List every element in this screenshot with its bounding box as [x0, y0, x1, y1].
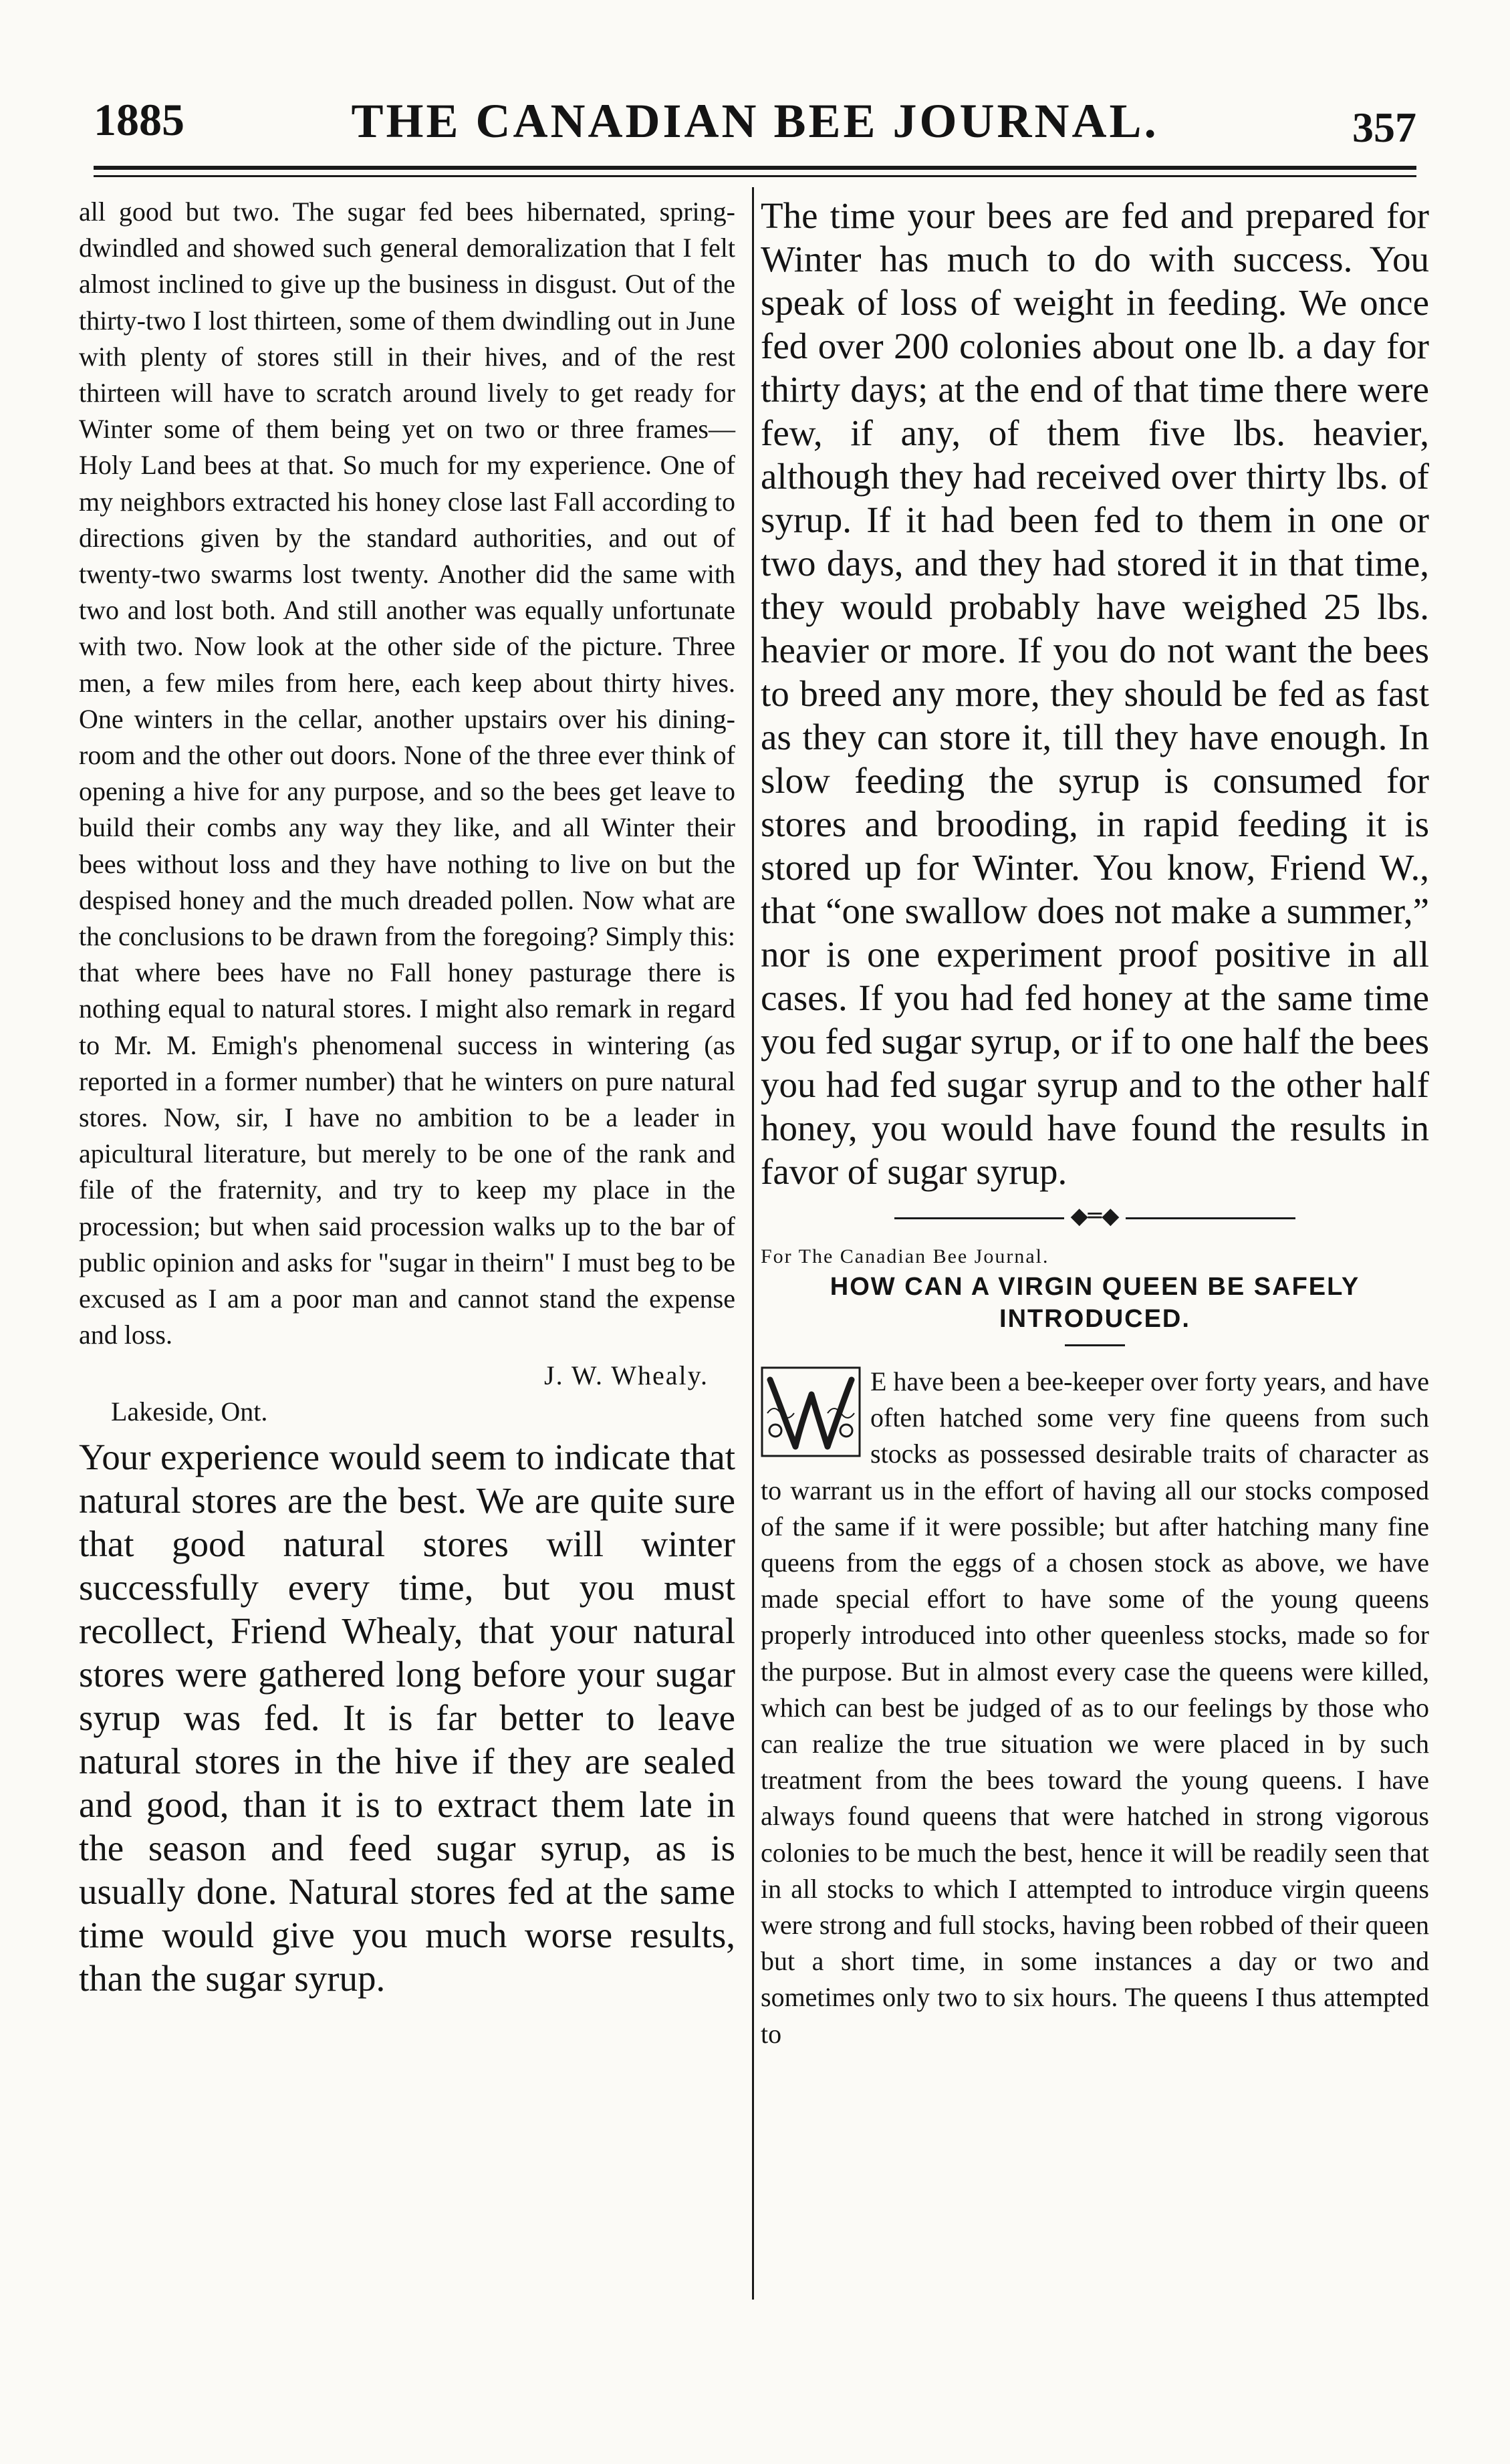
ornament-knot-icon: ◆═◆: [761, 1203, 1429, 1229]
right-column: [761, 194, 1429, 2052]
year: 1885: [94, 94, 184, 145]
letter-body: all good but two. The sugar fed bees hibernated, spring-dwindled and showed such general demoralization that I felt almost inclined to give up the business in disgust. Out of the thirty-two I lost thirteen, some of them dwindling out in June with plenty of stores still in their hives, and of the rest thirteen will have to scratch around lively to get ready for Winter some of them being yet on two or three frames—Holy Land bees at that. So much for my experience. One of my neighbors extracted his honey close last Fall according to directions given by the standard authorities, and out of twenty-two swarms lost twenty. Another did the same with two and lost both. And still another was equally unfortunate with two. Now look at the other side of the picture. Three men, a few miles from here, each keep about thirty hives. One winters in the cellar, another upstairs over his dining-room and the other out doors. None of the three ever think of opening a hive for any purpose, and so the bees get leave to build their combs any way they like, and all Winter their bees without loss and they have nothing to live on but the despised honey and the much dreaded pollen. Now what are the conclusions to be drawn from the foregoing? Simply this: that where bees have no Fall honey pasturage there is nothing equal to natural stores. I might also remark in regard to Mr. M. Emigh's phenomenal success in wintering (as reported in a former number) that he winters on pure natural stores. Now, sir, I have no ambition to be a leader in apicultural literature, but merely to be one of the rank and file of the fraternity, and try to keep my place in the procession; but when said procession walks up to the bar of public opinion and asks for "sugar in theirn" I must beg to be excused as I am a poor man and cannot stand the expense and loss.: [79, 197, 735, 1350]
source-line: For The Canadian Bee Journal.: [761, 1245, 1049, 1267]
article-body: [761, 1364, 1429, 2052]
running-head: [94, 94, 1416, 160]
editor-reply: Your experience would seem to indicate that natural stores are the best. We are quite sure that good natural stores will winter successfully every time, but you must recollect, Friend Whealy, that your natural stores were gathered long before your sugar syrup was fed. It is far better to leave natural stores in the hive if they are sealed and good, than it is to extract them late in the season and feed sugar syrup, as is usually done. Natural stores fed at the same time would give you much worse results, than the sugar syrup.: [79, 1436, 735, 1999]
letter-signature: J. W. Whealy.: [544, 1360, 709, 1390]
left-column: [79, 194, 735, 2000]
article-title: HOW CAN A VIRGIN QUEEN BE SAFELY INTRODUCED.: [830, 1273, 1360, 1333]
header-rule-thick: [94, 166, 1416, 170]
article-text: E have been a bee-keeper over forty years, and have often hatched some very fine queens from such stocks as possessed desirable traits of character as to warrant us in the effort of having all our stocks composed of the same if it were possible; but after hatching many fine queens from the eggs of a chosen stock as above, we have made special effort to have some of the young queens properly introduced into other queenless stocks, made so for the purpose. But in almost every case the queens were killed, which can best be judged of as to our feelings by those who can realize the true situation we were placed in by such treatment from the bees toward the young queens. I have always found queens that were hatched in strong vigorous colonies to be much the best, hence it will be readily seen that in all stocks to which I attempted to introduce virgin queens were strong and full stocks, having been robbed of their queen but a short time, in some instances a day or two and sometimes only two to six hours. The queens I thus attempted to: [761, 1366, 1429, 2049]
editor-reply-continued: The time your bees are fed and prepared for Winter has much to do with success. You speak of loss of weight in feeding. We once fed over 200 colonies about one lb. a day for thirty days; at the end of that time there were few, if any, of them five lbs. heavier, although they had received over thirty lbs. of syrup. If it had been fed to them in one or two days, and they had stored it in that time, they would probably have weighed 25 lbs. heavier or more. If you do not want the bees to breed any more, they should be fed as fast as they can store it, till they have enough. In slow feeding the syrup is consumed for stores and brooding, in rapid feeding it is stored up for Winter. You know, Friend W., that “one swallow does not make a summer,” nor is one experiment proof positive in all cases. If you had fed honey at the same time you fed sugar syrup, or if to one half the bees you had fed sugar syrup and to the other half honey, you would have found the results in favor of sugar syrup.: [761, 195, 1429, 1192]
column-divider: [752, 187, 754, 2300]
title-rule: [1065, 1344, 1125, 1346]
journal-title: THE CANADIAN BEE JOURNAL.: [351, 94, 1159, 148]
drop-cap-ornament: [761, 1366, 861, 1457]
page-number: 357: [1352, 104, 1416, 151]
section-ornament: [761, 1200, 1429, 1233]
header-rule-thin: [94, 175, 1416, 177]
letter-place: Lakeside, Ont.: [111, 1396, 268, 1427]
